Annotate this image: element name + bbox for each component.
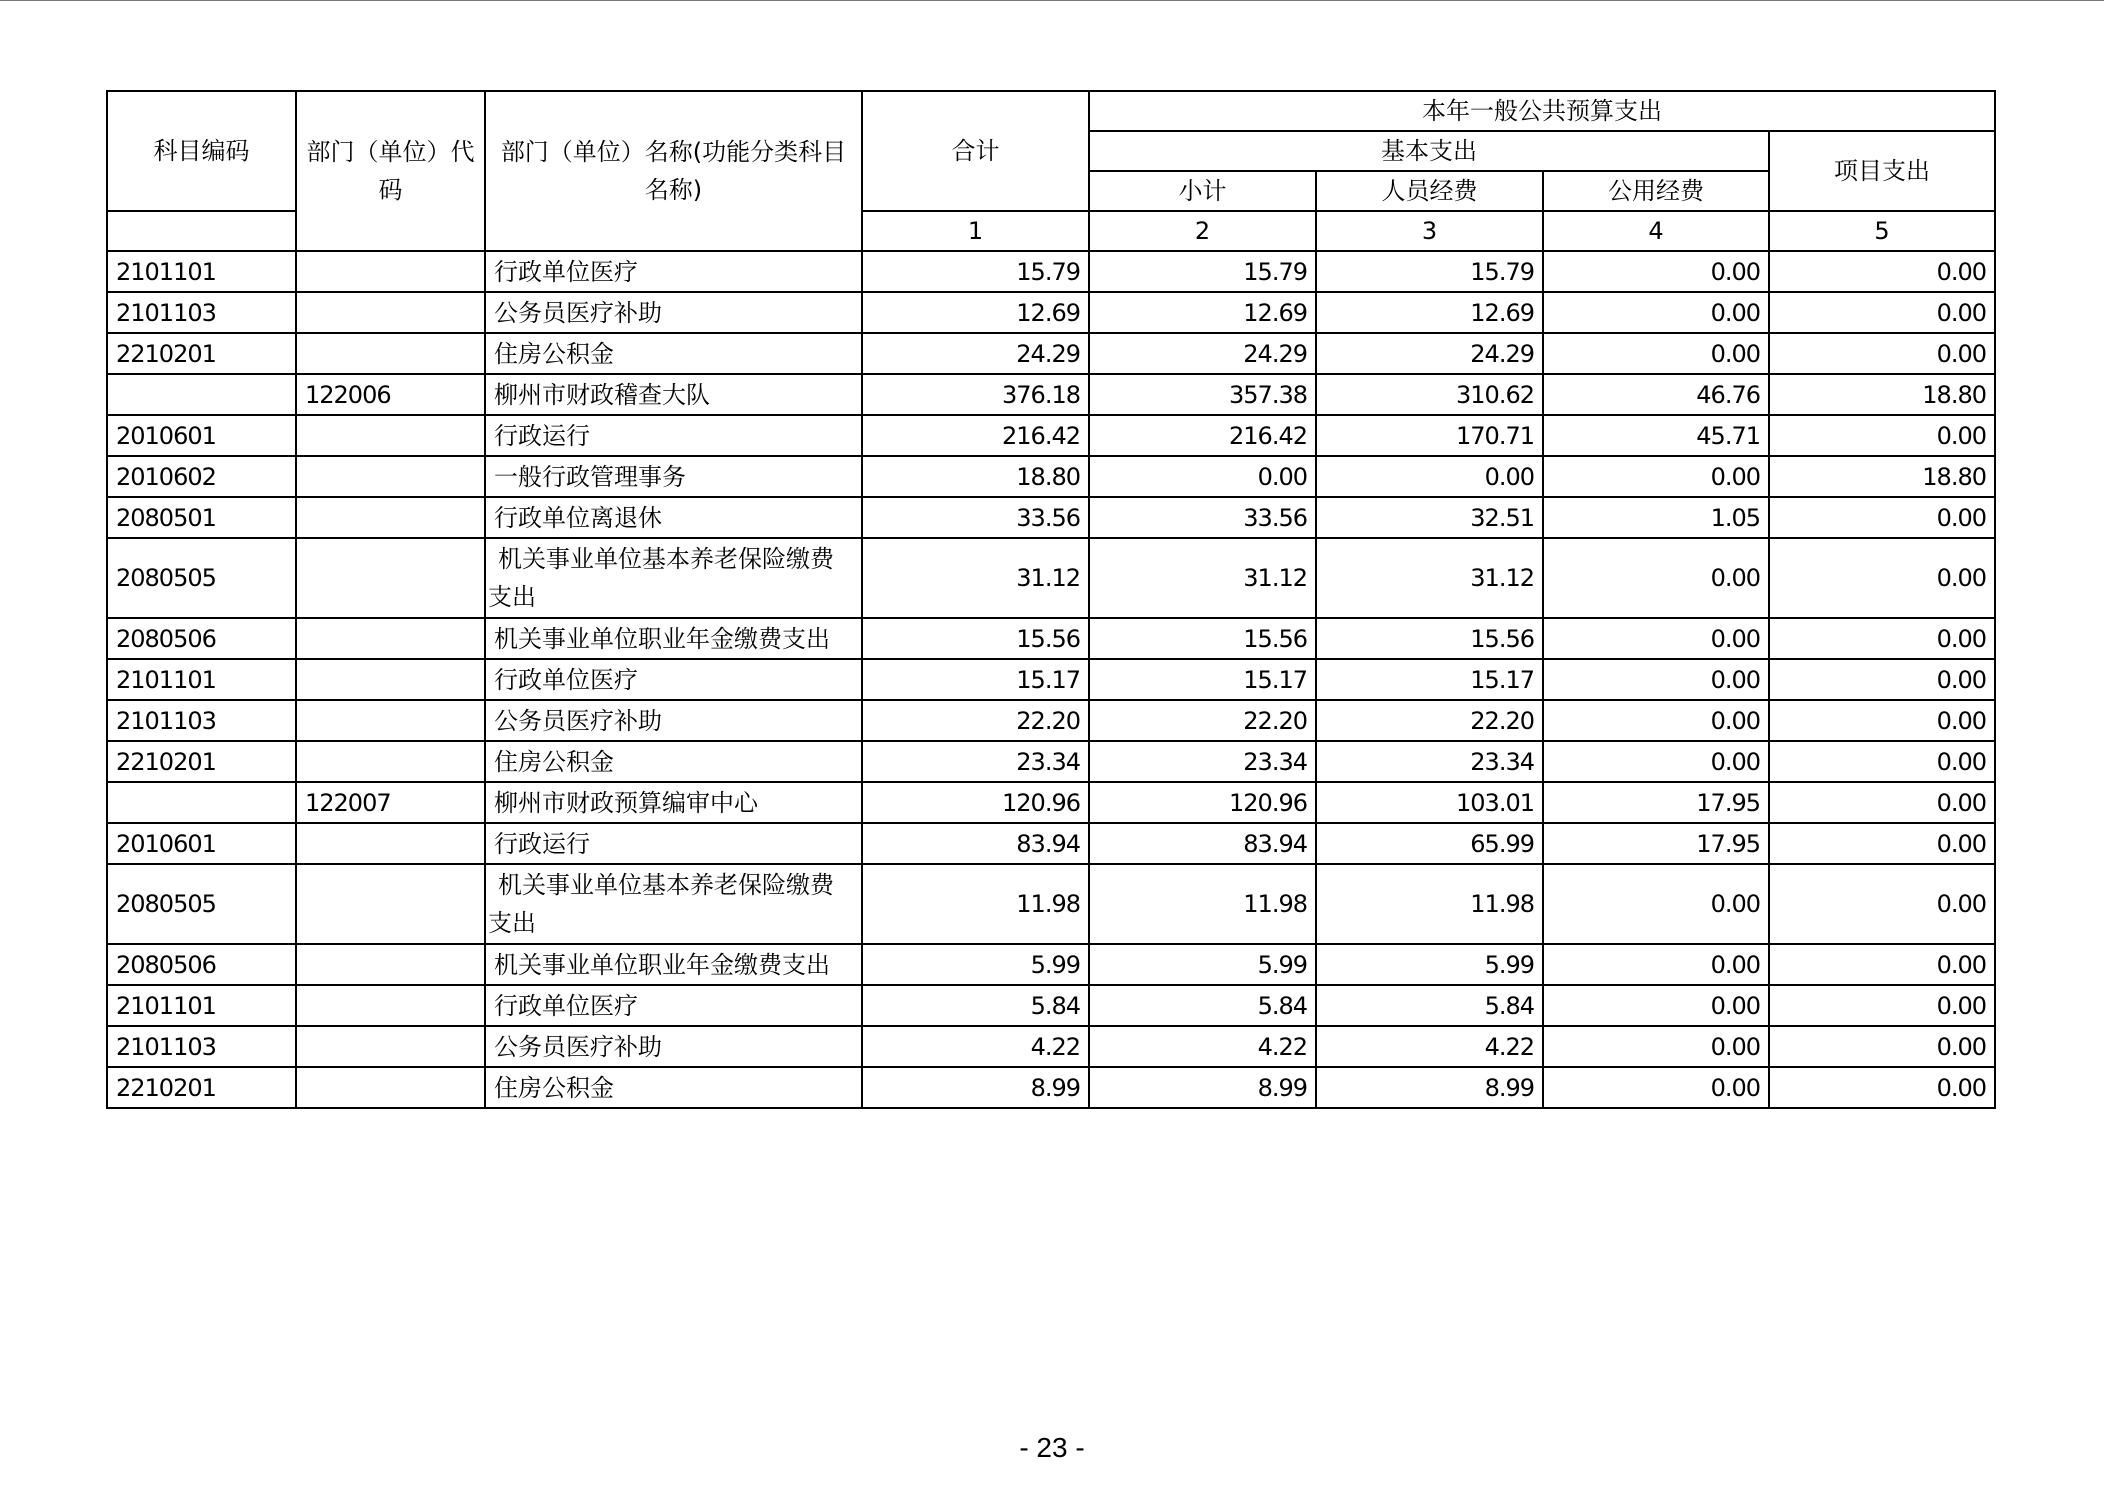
cell-subject-code: 2101101 [107,251,296,292]
cell-dept-name: 公务员医疗补助 [485,1026,862,1067]
cell-dept-code [296,864,485,944]
cell-public: 0.00 [1543,864,1769,944]
cell-public: 0.00 [1543,333,1769,374]
cell-personnel: 23.34 [1316,741,1543,782]
cell-subtotal: 216.42 [1089,415,1316,456]
cell-dept-name: 公务员医疗补助 [485,700,862,741]
cell-personnel: 5.84 [1316,985,1543,1026]
header-index-5: 5 [1769,211,1995,251]
header-project: 项目支出 [1769,131,1995,211]
table-row [107,985,1995,1026]
cell-dept-name: 行政运行 [485,823,862,864]
cell-project: 0.00 [1769,823,1995,864]
table-row [107,456,1995,497]
header-index-4: 4 [1543,211,1769,251]
cell-total: 8.99 [862,1067,1089,1108]
cell-dept-name: 柳州市财政稽查大队 [485,374,862,415]
cell-subtotal: 357.38 [1089,374,1316,415]
cell-dept-code [296,497,485,538]
cell-dept-code [296,741,485,782]
cell-total: 11.98 [862,864,1089,944]
cell-public: 0.00 [1543,1067,1769,1108]
header-subject-code-blank [107,211,296,251]
cell-public: 0.00 [1543,1026,1769,1067]
table-row [107,944,1995,985]
cell-dept-name: 机关事业单位基本养老保险缴费支出 [485,864,862,944]
cell-subject-code: 2101103 [107,292,296,333]
cell-dept-name: 行政单位医疗 [485,659,862,700]
cell-dept-code [296,700,485,741]
cell-personnel: 0.00 [1316,456,1543,497]
cell-subject-code: 2010601 [107,415,296,456]
table-row [107,864,1995,944]
cell-subtotal: 15.56 [1089,618,1316,659]
table-row [107,618,1995,659]
cell-total: 4.22 [862,1026,1089,1067]
header-subtotal: 小计 [1089,171,1316,211]
cell-dept-code [296,823,485,864]
header-dept-code: 部门（单位）代码 [296,91,485,251]
cell-dept-name: 机关事业单位职业年金缴费支出 [485,618,862,659]
cell-dept-code [296,456,485,497]
cell-project: 0.00 [1769,618,1995,659]
cell-total: 376.18 [862,374,1089,415]
cell-personnel: 31.12 [1316,538,1543,618]
cell-total: 22.20 [862,700,1089,741]
table-row [107,251,1995,292]
cell-personnel: 15.79 [1316,251,1543,292]
cell-dept-code [296,292,485,333]
table-row [107,659,1995,700]
table-row [107,1026,1995,1067]
cell-subject-code: 2010601 [107,823,296,864]
cell-subtotal: 5.99 [1089,944,1316,985]
cell-project: 0.00 [1769,985,1995,1026]
cell-project: 0.00 [1769,864,1995,944]
cell-project: 0.00 [1769,659,1995,700]
cell-public: 0.00 [1543,618,1769,659]
cell-subject-code [107,782,296,823]
cell-public: 46.76 [1543,374,1769,415]
cell-personnel: 170.71 [1316,415,1543,456]
header-subject-code: 科目编码 [107,91,296,211]
cell-personnel: 15.56 [1316,618,1543,659]
header-basic-expenditure: 基本支出 [1089,131,1769,171]
cell-subtotal: 15.79 [1089,251,1316,292]
cell-subtotal: 15.17 [1089,659,1316,700]
cell-total: 15.79 [862,251,1089,292]
cell-subject-code: 2080501 [107,497,296,538]
header-index-3: 3 [1316,211,1543,251]
cell-dept-name: 一般行政管理事务 [485,456,862,497]
cell-dept-code [296,944,485,985]
cell-dept-code: 122006 [296,374,485,415]
table-row [107,292,1995,333]
cell-project: 0.00 [1769,741,1995,782]
cell-dept-code [296,251,485,292]
table-row [107,415,1995,456]
cell-subject-code: 2210201 [107,333,296,374]
cell-project: 0.00 [1769,782,1995,823]
top-border-line [0,0,2104,1]
cell-subject-code: 2210201 [107,1067,296,1108]
cell-subtotal: 5.84 [1089,985,1316,1026]
cell-subject-code: 2101103 [107,700,296,741]
cell-public: 0.00 [1543,251,1769,292]
cell-subject-code [107,374,296,415]
cell-total: 33.56 [862,497,1089,538]
cell-personnel: 24.29 [1316,333,1543,374]
table-row [107,1067,1995,1108]
cell-dept-name: 住房公积金 [485,741,862,782]
header-public: 公用经费 [1543,171,1769,211]
header-index-2: 2 [1089,211,1316,251]
cell-dept-code [296,618,485,659]
budget-table-container [106,90,1994,1109]
cell-total: 5.84 [862,985,1089,1026]
table-row [107,538,1995,618]
cell-project: 18.80 [1769,456,1995,497]
cell-total: 83.94 [862,823,1089,864]
cell-personnel: 8.99 [1316,1067,1543,1108]
cell-project: 0.00 [1769,1067,1995,1108]
table-row [107,823,1995,864]
cell-project: 0.00 [1769,538,1995,618]
cell-dept-code [296,985,485,1026]
header-total: 合计 [862,91,1089,211]
cell-subject-code: 2101101 [107,659,296,700]
cell-dept-code [296,659,485,700]
cell-public: 0.00 [1543,741,1769,782]
cell-subject-code: 2101103 [107,1026,296,1067]
cell-personnel: 103.01 [1316,782,1543,823]
cell-public: 1.05 [1543,497,1769,538]
cell-dept-name: 行政运行 [485,415,862,456]
cell-personnel: 4.22 [1316,1026,1543,1067]
cell-project: 0.00 [1769,700,1995,741]
cell-subtotal: 12.69 [1089,292,1316,333]
cell-public: 0.00 [1543,700,1769,741]
cell-total: 12.69 [862,292,1089,333]
cell-subtotal: 22.20 [1089,700,1316,741]
cell-total: 216.42 [862,415,1089,456]
cell-dept-name: 行政单位医疗 [485,251,862,292]
cell-subject-code: 2210201 [107,741,296,782]
cell-public: 17.95 [1543,823,1769,864]
cell-project: 0.00 [1769,292,1995,333]
cell-subject-code: 2080506 [107,944,296,985]
cell-total: 5.99 [862,944,1089,985]
header-dept-name: 部门（单位）名称(功能分类科目名称) [485,91,862,251]
cell-dept-code [296,1026,485,1067]
cell-public: 0.00 [1543,538,1769,618]
cell-subtotal: 31.12 [1089,538,1316,618]
cell-public: 0.00 [1543,456,1769,497]
cell-dept-name: 行政单位离退休 [485,497,862,538]
cell-total: 23.34 [862,741,1089,782]
cell-personnel: 5.99 [1316,944,1543,985]
cell-project: 0.00 [1769,944,1995,985]
cell-subtotal: 8.99 [1089,1067,1316,1108]
cell-project: 0.00 [1769,333,1995,374]
cell-subject-code: 2101101 [107,985,296,1026]
cell-project: 0.00 [1769,1026,1995,1067]
cell-dept-code [296,1067,485,1108]
cell-dept-name: 行政单位医疗 [485,985,862,1026]
cell-personnel: 310.62 [1316,374,1543,415]
cell-personnel: 32.51 [1316,497,1543,538]
cell-subtotal: 33.56 [1089,497,1316,538]
cell-dept-name: 机关事业单位职业年金缴费支出 [485,944,862,985]
cell-subtotal: 4.22 [1089,1026,1316,1067]
cell-personnel: 22.20 [1316,700,1543,741]
header-general-budget: 本年一般公共预算支出 [1089,91,1995,131]
cell-dept-name: 住房公积金 [485,1067,862,1108]
cell-public: 0.00 [1543,985,1769,1026]
table-row [107,497,1995,538]
cell-personnel: 65.99 [1316,823,1543,864]
table-row [107,333,1995,374]
cell-total: 31.12 [862,538,1089,618]
header-index-1: 1 [862,211,1089,251]
cell-dept-code: 122007 [296,782,485,823]
cell-subtotal: 83.94 [1089,823,1316,864]
table-body [107,251,1995,1108]
cell-subject-code: 2080506 [107,618,296,659]
cell-project: 0.00 [1769,497,1995,538]
table-row [107,374,1995,415]
page-number: - 23 - [1019,1432,1085,1463]
cell-total: 24.29 [862,333,1089,374]
cell-subtotal: 11.98 [1089,864,1316,944]
cell-total: 120.96 [862,782,1089,823]
cell-subtotal: 24.29 [1089,333,1316,374]
cell-subtotal: 0.00 [1089,456,1316,497]
cell-subject-code: 2010602 [107,456,296,497]
cell-public: 0.00 [1543,944,1769,985]
budget-expenditure-table [106,90,1996,1109]
cell-public: 17.95 [1543,782,1769,823]
cell-dept-name: 柳州市财政预算编审中心 [485,782,862,823]
cell-personnel: 15.17 [1316,659,1543,700]
cell-personnel: 12.69 [1316,292,1543,333]
cell-subject-code: 2080505 [107,538,296,618]
cell-personnel: 11.98 [1316,864,1543,944]
cell-dept-name: 机关事业单位基本养老保险缴费支出 [485,538,862,618]
cell-total: 18.80 [862,456,1089,497]
cell-dept-name: 公务员医疗补助 [485,292,862,333]
cell-project: 0.00 [1769,415,1995,456]
cell-dept-code [296,538,485,618]
cell-dept-code [296,333,485,374]
cell-subtotal: 23.34 [1089,741,1316,782]
cell-dept-name: 住房公积金 [485,333,862,374]
cell-dept-code [296,415,485,456]
cell-public: 0.00 [1543,659,1769,700]
cell-subtotal: 120.96 [1089,782,1316,823]
cell-public: 45.71 [1543,415,1769,456]
cell-total: 15.56 [862,618,1089,659]
table-row [107,741,1995,782]
cell-total: 15.17 [862,659,1089,700]
table-row [107,782,1995,823]
cell-project: 0.00 [1769,251,1995,292]
cell-project: 18.80 [1769,374,1995,415]
header-personnel: 人员经费 [1316,171,1543,211]
table-row [107,700,1995,741]
cell-public: 0.00 [1543,292,1769,333]
cell-subject-code: 2080505 [107,864,296,944]
